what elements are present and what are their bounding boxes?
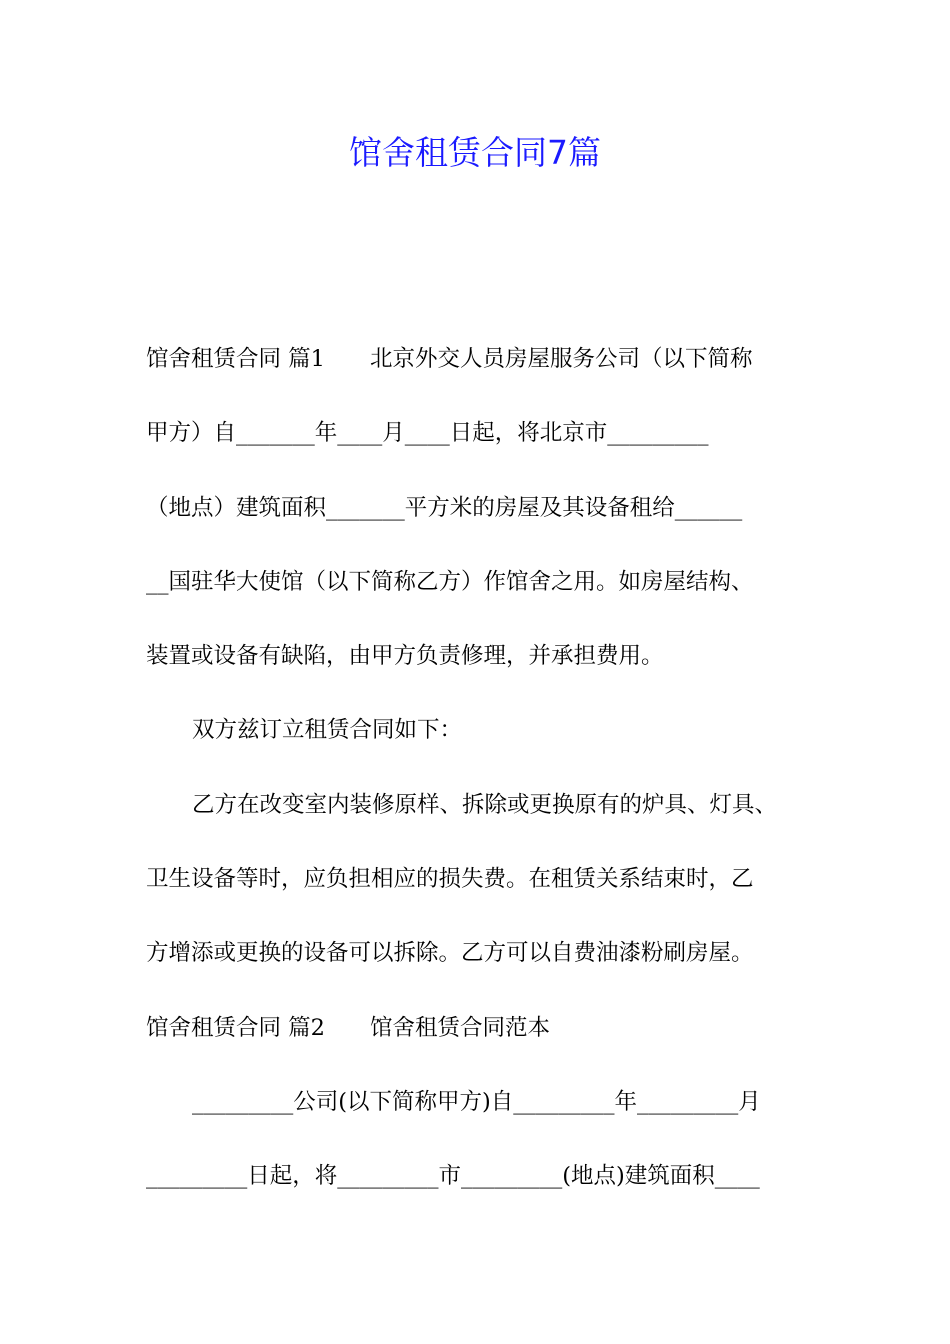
paragraph-line-4: __国驻华大使馆（以下简称乙方）作馆舍之用。如房屋结构、: [146, 568, 754, 595]
paragraph-line-11: _________公司(以下简称甲方)自_________年_________月: [192, 1088, 761, 1115]
paragraph-line-10: 馆舍租赁合同 篇2 馆舍租赁合同范本: [146, 1014, 550, 1041]
document-body: [146, 332, 826, 1224]
paragraph-line-5: 装置或设备有缺陷，由甲方负责修理，并承担费用。: [146, 643, 664, 670]
paragraph-line-8: 卫生设备等时，应负担相应的损失费。在租赁关系结束时，乙: [146, 866, 754, 893]
document-title: 馆舍租赁合同7篇: [349, 133, 601, 172]
paragraph-line-7: 乙方在改变室内装修原样、拆除或更换原有的炉具、灯具、: [192, 791, 778, 818]
paragraph-line-12: _________日起，将_________市_________(地点)建筑面积____: [146, 1163, 760, 1190]
paragraph-line-6: 双方兹订立租赁合同如下：: [192, 717, 463, 744]
paragraph-line-2: 甲方）自_______年____月____日起，将北京市_________: [146, 420, 709, 447]
paragraph-line-3: （地点）建筑面积_______平方米的房屋及其设备租给______: [146, 494, 743, 521]
paragraph-line-1: 馆舍租赁合同 篇1 北京外交人员房屋服务公司（以下简称: [146, 346, 753, 372]
paragraph-line-9: 方增添或更换的设备可以拆除。乙方可以自费油漆粉刷房屋。: [146, 940, 754, 967]
